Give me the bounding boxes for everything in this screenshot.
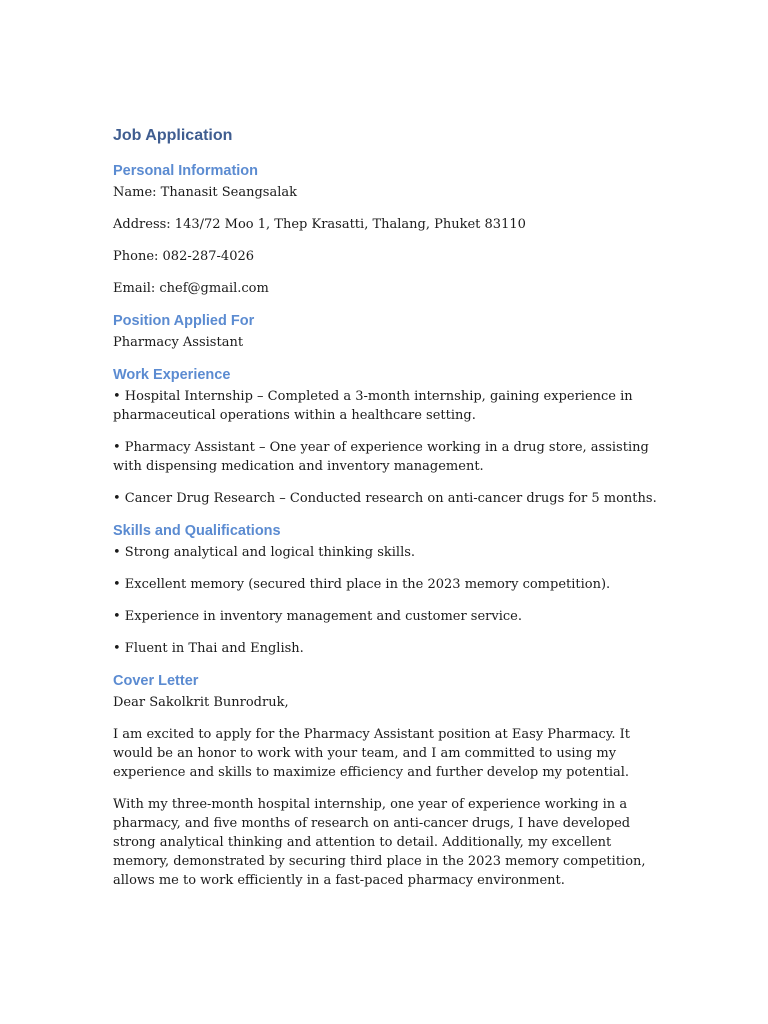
cover-letter-section — [113, 671, 658, 890]
experience-item: • Pharmacy Assistant – One year of experience working in a drug store, assisting with dispensing medication and inventory management. — [113, 440, 649, 474]
document-title: Job Application — [113, 127, 233, 144]
skill-item: • Strong analytical and logical thinking skills. — [113, 545, 416, 560]
skill-item: • Experience in inventory management and customer service. — [113, 609, 522, 624]
applicant-email: Email: chef@gmail.com — [113, 281, 269, 296]
experience-item: • Cancer Drug Research – Conducted research on anti-cancer drugs for 5 months. — [113, 491, 657, 506]
cover-letter-paragraph: I am excited to apply for the Pharmacy Assistant position at Easy Pharmacy. It would be an honor to work with your team, and I am committed to using my experience and skills to maximize efficiency and further develop my potential. — [113, 727, 630, 780]
applicant-address: Address: 143/72 Moo 1, Thep Krasatti, Thalang, Phuket 83110 — [113, 217, 526, 232]
personal-information-heading: Personal Information — [113, 163, 259, 179]
cover-letter-greeting: Dear Sakolkrit Bunrodruk, — [113, 695, 289, 710]
cover-letter-paragraph: With my three-month hospital internship, one year of experience working in a pharmacy, and five months of research on anti-cancer drugs, I have developed strong analytical thinking and attention to detail. Additionally, my excellent memory, demonstrated by securing third place in the 2023 memory competition, allows me to work efficiently in a fast-paced pharmacy environment. — [113, 797, 646, 888]
cover-letter-heading: Cover Letter — [113, 673, 199, 689]
position-heading: Position Applied For — [113, 313, 255, 329]
position-section — [113, 311, 658, 352]
skill-item: • Excellent memory (secured third place in the 2023 memory competition). — [113, 577, 611, 592]
experience-item: • Hospital Internship – Completed a 3-month internship, gaining experience in pharmaceutical operations within a healthcare setting. — [113, 389, 633, 423]
skill-item: • Fluent in Thai and English. — [113, 641, 304, 656]
position-value: Pharmacy Assistant — [113, 335, 244, 350]
personal-information-section — [113, 161, 658, 298]
applicant-phone: Phone: 082-287-4026 — [113, 249, 255, 264]
skills-heading: Skills and Qualifications — [113, 523, 281, 539]
work-experience-heading: Work Experience — [113, 367, 231, 383]
work-experience-section — [113, 365, 658, 508]
document-page — [113, 125, 658, 903]
skills-section — [113, 521, 658, 658]
applicant-name: Name: Thanasit Seangsalak — [113, 185, 298, 200]
